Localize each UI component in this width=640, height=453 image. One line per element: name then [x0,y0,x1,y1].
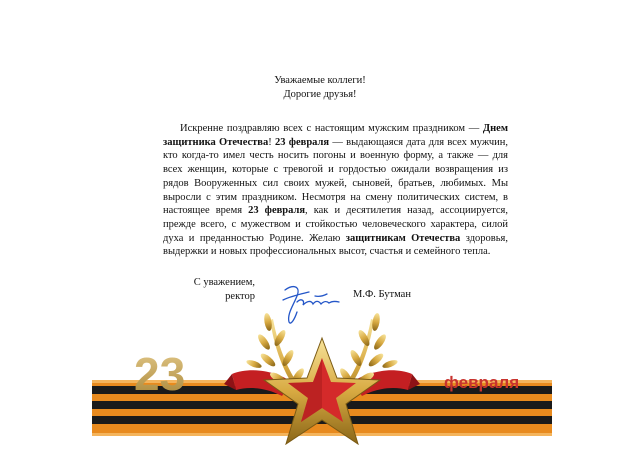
letter-text: ! [268,136,275,148]
greeting-line-2: Дорогие друзья! [283,89,357,100]
banner-number: 23 [134,348,186,400]
greeting-line-1: Уважаемые коллеги! [274,75,366,86]
letter-text: Искренне поздравляю всех с настоящим мужским праздником — [180,123,483,134]
letter-paragraph [163,122,508,259]
holiday-date: 23 февраля [274,136,330,148]
holiday-banner [92,300,552,445]
defenders-phrase: защитникам Отечества [345,232,461,244]
signer-name: М.Ф. Бутман [353,289,411,300]
signer-position: ректор [225,291,255,302]
greeting [0,74,640,102]
banner-month: февраля [444,373,520,392]
closing-regards: С уважением, [193,277,255,288]
letter-text: — выдающаяся дата для всех мужчин, кто когда-то имел честь носить погоны и военную форму, а также — для всех женщин, которые с тревогой и гордостью ожидали возвращения из рядов Вооруженных сил своих мужей, сыновей, братьев, любимых. Мы выросли с этим праздником. Несмотря на смену политических систем, в настоящее время [163,136,508,217]
letter-text: , как и десятилетия назад, ассоциируется, прежде всего, с мужеством и стойкостью человеческого характера, силой духа и преданностью Родине. Желаю [163,205,508,244]
letter-text: здоровья, выдержки и новых профессиональных высот, счастья и семейного тепла. [163,232,508,258]
holiday-name: Днем защитника Отечества [163,123,508,148]
holiday-date: 23 февраля [248,205,306,217]
letter-body [163,122,508,259]
